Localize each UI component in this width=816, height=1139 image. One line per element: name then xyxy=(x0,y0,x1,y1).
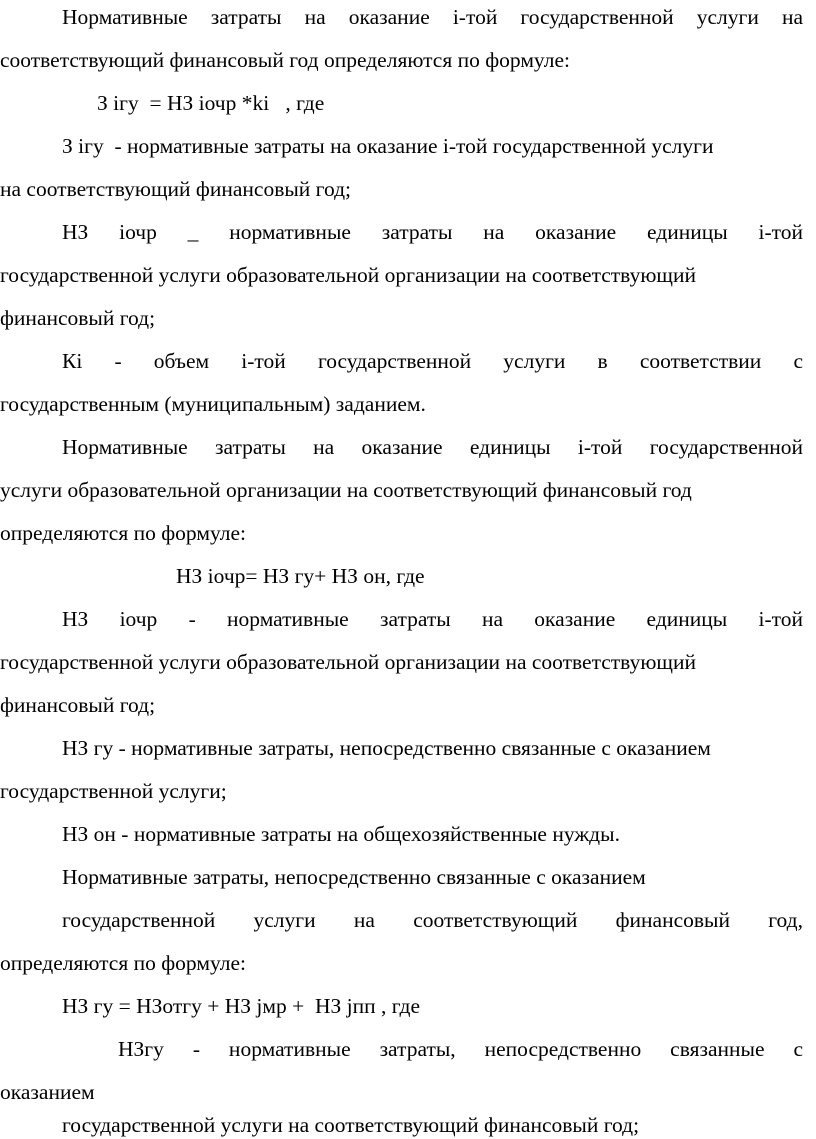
text-line: НЗгу - нормативные затраты, непосредственно связанные с xyxy=(118,1037,803,1061)
text-line: Нормативные затраты на оказание единицы i-той государственной xyxy=(62,435,803,459)
formula-line: НЗ гу = НЗотгу + НЗ jмр + НЗ jпп , где xyxy=(62,994,420,1018)
text-line: услуги образовательной организации на соответствующий финансовый год xyxy=(0,478,692,502)
text-line: государственной услуги образовательной организации на соответствующий xyxy=(0,263,696,287)
formula-line: З iгу = НЗ iочр *ki , где xyxy=(97,91,325,115)
text-line: государственной услуги образовательной организации на соответствующий xyxy=(0,650,696,674)
text-line: определяются по формуле: xyxy=(0,951,247,975)
text-line: определяются по формуле: xyxy=(0,521,247,545)
text-line: соответствующий финансовый год определяются по формуле: xyxy=(0,48,570,72)
text-line: на соответствующий финансовый год; xyxy=(0,177,352,201)
text-line: государственной услуги; xyxy=(0,779,227,803)
text-line: государственной услуги на соответствующий финансовый год; xyxy=(62,1113,640,1137)
text-line: Нормативные затраты на оказание i-той государственной услуги на xyxy=(62,5,803,29)
text-line: НЗ iочр _ нормативные затраты на оказание единицы i-той xyxy=(62,220,803,244)
formula-line: НЗ iочр= НЗ гу+ НЗ он, где xyxy=(176,564,425,588)
text-line: финансовый год; xyxy=(0,306,156,330)
text-line: государственным (муниципальным) заданием. xyxy=(0,392,426,416)
text-line: оказанием xyxy=(0,1080,95,1104)
text-line: НЗ гу - нормативные затраты, непосредственно связанные с оказанием xyxy=(62,736,711,760)
text-line: З iгу - нормативные затраты на оказание i-той государственной услуги xyxy=(62,134,714,158)
text-line: Нормативные затраты, непосредственно связанные с оказанием xyxy=(62,865,646,889)
text-line: НЗ iочр - нормативные затраты на оказание единицы i-той xyxy=(62,607,803,631)
text-line: государственной услуги на соответствующий финансовый год, xyxy=(62,908,803,932)
text-line: финансовый год; xyxy=(0,693,156,717)
text-line: Кi - объем i-той государственной услуги в соответствии с xyxy=(62,349,803,373)
text-line: НЗ он - нормативные затраты на общехозяйственные нужды. xyxy=(62,822,620,846)
